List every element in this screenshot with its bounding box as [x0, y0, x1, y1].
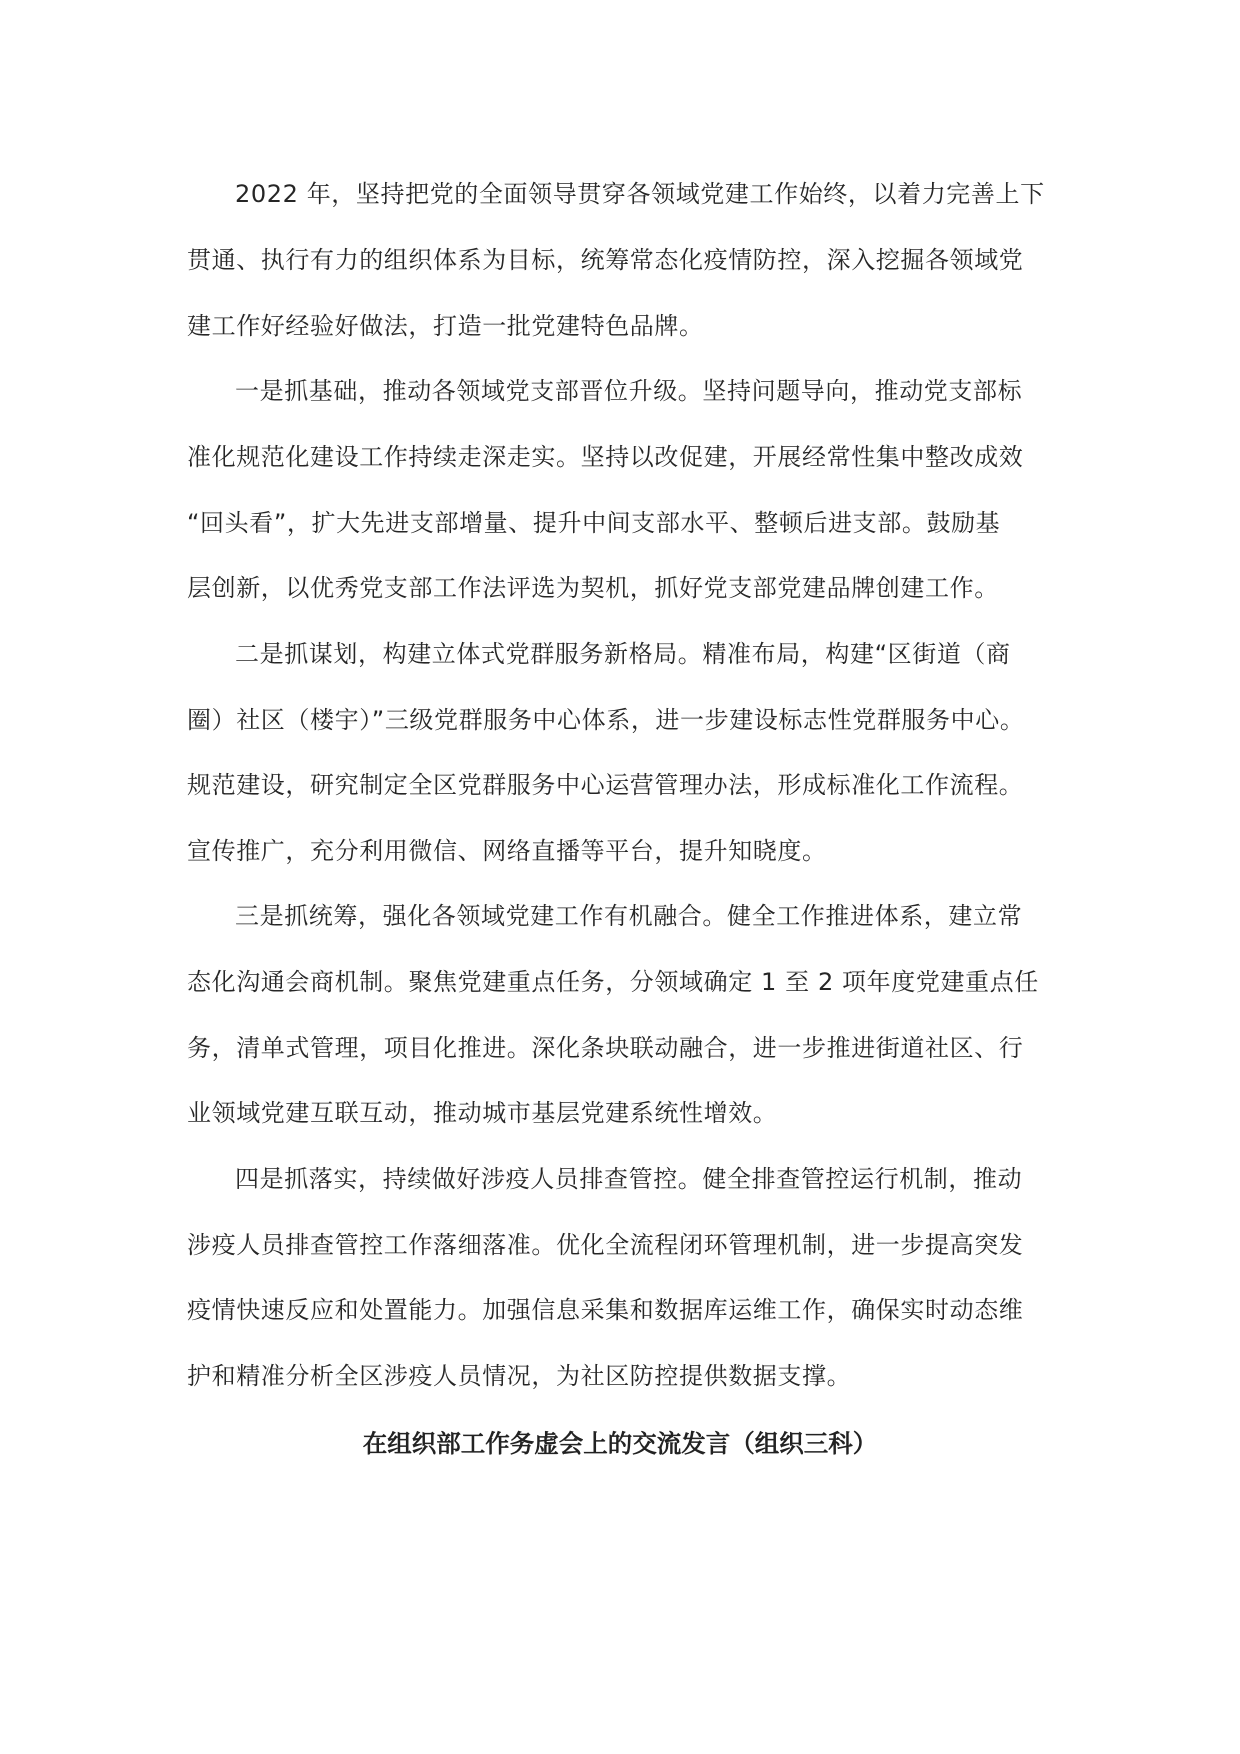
- paragraph-2-line-4: 层创新，以优秀党支部工作法评选为契机，抓好党支部党建品牌创建工作。: [187, 574, 999, 602]
- paragraph-5-line-4: 护和精准分析全区涉疫人员情况，为社区防控提供数据支撑。: [187, 1362, 852, 1390]
- paragraph-1-line-1: 2022 年，坚持把党的全面领导贯穿各领域党建工作始终，以着力完善上下: [235, 180, 1045, 208]
- paragraph-5-line-1: 四是抓落实，持续做好涉疫人员排查管控。健全排查管控运行机制，推动: [235, 1165, 1023, 1193]
- paragraph-3-line-2: 圈）社区（楼宇）”三级党群服务中心体系，进一步建设标志性党群服务中心。: [187, 706, 1025, 734]
- section-heading: 在组织部工作务虚会上的交流发言（组织三科）: [362, 1429, 878, 1458]
- paragraph-2-line-3: “回头看”，扩大先进支部增量、提升中间支部水平、整顿后进支部。鼓励基: [187, 509, 1001, 537]
- paragraph-4-line-1: 三是抓统筹，强化各领域党建工作有机融合。健全工作推进体系，建立常: [235, 902, 1023, 930]
- paragraph-2-line-1: 一是抓基础，推动各领域党支部晋位升级。坚持问题导向，推动党支部标: [235, 377, 1023, 405]
- paragraph-1-line-2: 贯通、执行有力的组织体系为目标，统筹常态化疫情防控，深入挖掘各领域党: [187, 246, 1024, 274]
- paragraph-2-line-2: 准化规范化建设工作持续走深走实。坚持以改促建，开展经常性集中整改成效: [187, 443, 1024, 471]
- paragraph-3-line-3: 规范建设，研究制定全区党群服务中心运营管理办法，形成标准化工作流程。: [187, 771, 1024, 799]
- paragraph-5-line-3: 疫情快速反应和处置能力。加强信息采集和数据库运维工作，确保实时动态维: [187, 1296, 1024, 1324]
- paragraph-3-line-4: 宣传推广，充分利用微信、网络直播等平台，提升知晓度。: [187, 837, 827, 865]
- paragraph-4-line-3: 务，清单式管理，项目化推进。深化条块联动融合，进一步推进街道社区、行: [187, 1034, 1024, 1062]
- paragraph-5-line-2: 涉疫人员排查管控工作落细落准。优化全流程闭环管理机制，进一步提高突发: [187, 1231, 1024, 1259]
- paragraph-3-line-1: 二是抓谋划，构建立体式党群服务新格局。精准布局，构建“区街道（商: [235, 640, 1011, 668]
- paragraph-4-line-2: 态化沟通会商机制。聚焦党建重点任务，分领域确定 1 至 2 项年度党建重点任: [187, 968, 1039, 996]
- paragraph-4-line-4: 业领域党建互联互动，推动城市基层党建系统性增效。: [187, 1099, 778, 1127]
- paragraph-1-line-3: 建工作好经验好做法，打造一批党建特色品牌。: [187, 312, 704, 340]
